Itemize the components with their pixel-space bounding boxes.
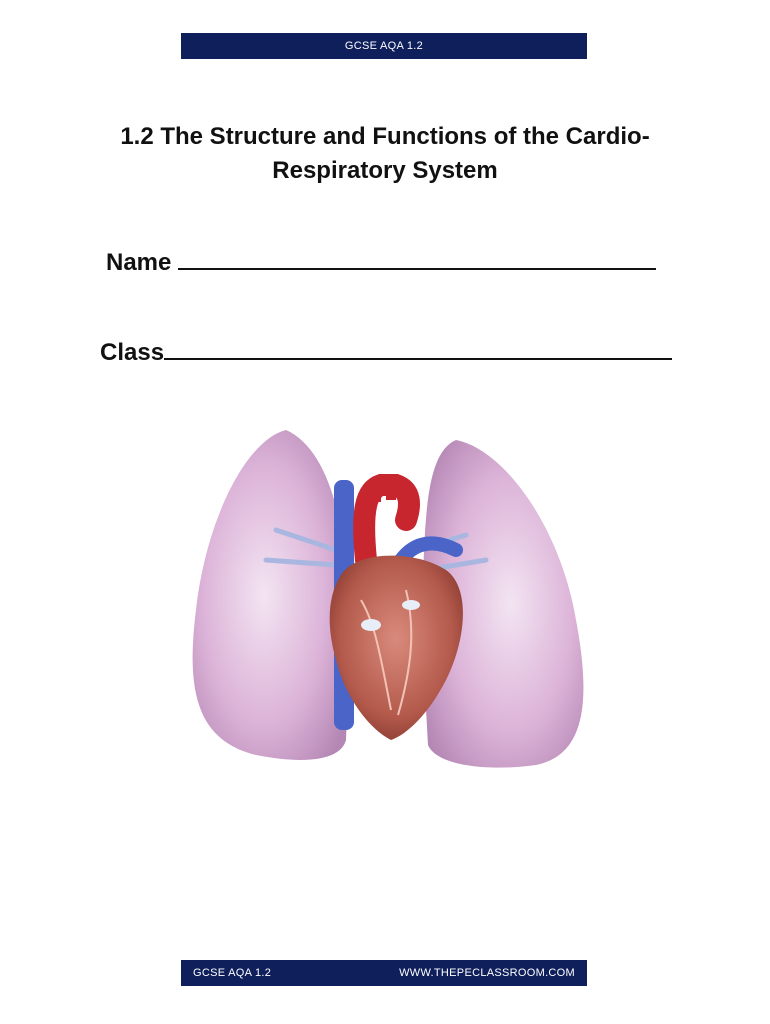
title-line-2: Respiratory System <box>272 157 498 184</box>
name-label: Name <box>106 249 172 276</box>
class-blank-line[interactable] <box>164 336 672 360</box>
footer-bar <box>181 960 587 986</box>
title-line-1: 1.2 The Structure and Functions of the Cardio- <box>120 123 650 150</box>
heart-lungs-icon <box>166 410 606 790</box>
footer-left-label: GCSE AQA 1.2 <box>193 967 272 979</box>
name-blank-line[interactable] <box>178 246 656 270</box>
header-label: GCSE AQA 1.2 <box>344 40 424 52</box>
left-lung <box>193 430 351 760</box>
header-bar <box>181 33 587 59</box>
footer-website-link[interactable]: WWW.THEPECLASSROOM.COM <box>399 967 575 979</box>
name-field[interactable] <box>106 246 706 277</box>
class-field[interactable] <box>100 336 700 367</box>
page-title <box>90 120 680 188</box>
class-label: Class <box>100 339 165 366</box>
